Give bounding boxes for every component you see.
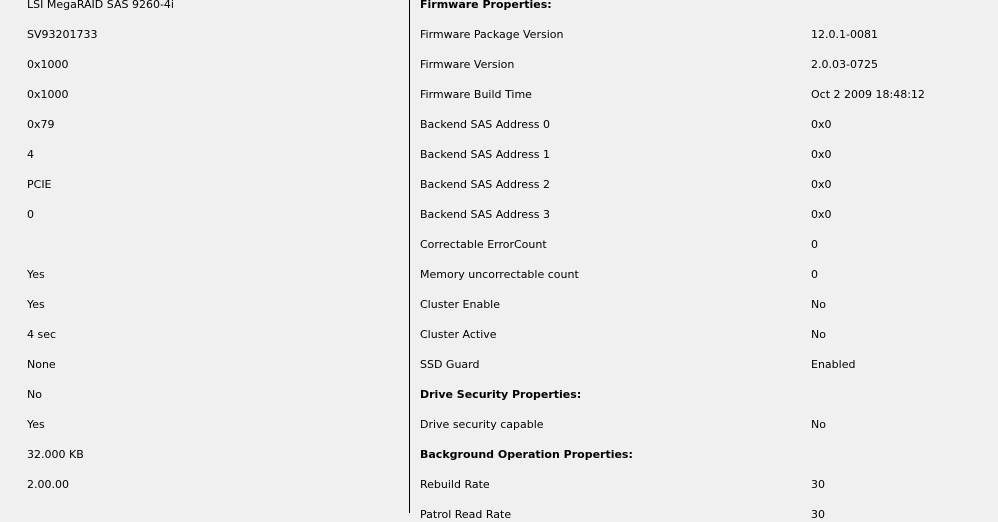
- controller-value: 4 sec: [27, 328, 57, 341]
- property-value: 0x0: [811, 208, 832, 221]
- property-value: 30: [811, 478, 825, 491]
- property-value: No: [811, 328, 826, 341]
- controller-values-column: [0, 0, 409, 513]
- property-value: 0x0: [811, 148, 832, 161]
- controller-value: 0x79: [27, 118, 55, 131]
- property-value: 0x0: [811, 178, 832, 191]
- controller-value: Yes: [27, 418, 45, 431]
- property-label: Firmware Build Time: [420, 88, 532, 101]
- property-value: 30: [811, 508, 825, 521]
- property-label: Backend SAS Address 0: [420, 118, 551, 131]
- property-label: Patrol Read Rate: [420, 508, 512, 521]
- property-value: Enabled: [811, 358, 856, 371]
- controller-value: 0x1000: [27, 58, 69, 71]
- property-value: Oct 2 2009 18:48:12: [811, 88, 925, 101]
- controller-value: 0: [27, 208, 34, 221]
- controller-value: 4: [27, 148, 34, 161]
- property-label: Backend SAS Address 2: [420, 178, 551, 191]
- section-header: Firmware Properties:: [420, 0, 552, 11]
- controller-value: 0x1000: [27, 88, 69, 101]
- controller-value: 2.00.00: [27, 478, 69, 491]
- controller-value: PCIE: [27, 178, 52, 191]
- property-value: No: [811, 418, 826, 431]
- property-value: 0: [811, 268, 818, 281]
- property-label: Backend SAS Address 1: [420, 148, 551, 161]
- controller-value: No: [27, 388, 42, 401]
- property-value: 12.0.1-0081: [811, 28, 878, 41]
- property-value: No: [811, 298, 826, 311]
- controller-value: Yes: [27, 268, 45, 281]
- property-label: Firmware Version: [420, 58, 515, 71]
- property-label: Cluster Enable: [420, 298, 501, 311]
- property-label: Firmware Package Version: [420, 28, 564, 41]
- property-label: SSD Guard: [420, 358, 480, 371]
- property-label: Memory uncorrectable count: [420, 268, 579, 281]
- property-label: Correctable ErrorCount: [420, 238, 547, 251]
- section-header: Drive Security Properties:: [420, 388, 582, 401]
- property-label: Backend SAS Address 3: [420, 208, 551, 221]
- property-value: 2.0.03-0725: [811, 58, 878, 71]
- controller-value: LSI MegaRAID SAS 9260-4i: [27, 0, 174, 11]
- controller-value: None: [27, 358, 56, 371]
- controller-value: SV93201733: [27, 28, 98, 41]
- property-label: Cluster Active: [420, 328, 497, 341]
- property-label: Rebuild Rate: [420, 478, 490, 491]
- section-header: Background Operation Properties:: [420, 448, 633, 461]
- property-label: Drive security capable: [420, 418, 544, 431]
- property-value: 0: [811, 238, 818, 251]
- property-value: 0x0: [811, 118, 832, 131]
- firmware-properties-panel: [410, 0, 998, 521]
- controller-value: 32.000 KB: [27, 448, 84, 461]
- controller-value: Yes: [27, 298, 45, 311]
